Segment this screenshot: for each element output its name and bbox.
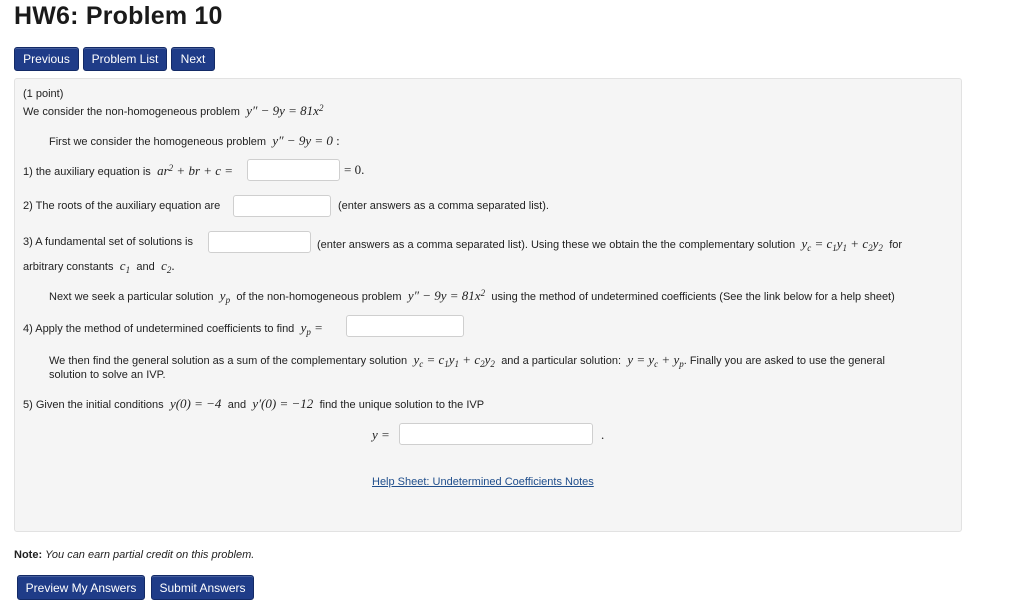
q2-label: 2) The roots of the auxiliary equation are (23, 200, 221, 212)
yp-input[interactable] (346, 315, 464, 337)
homogeneous-intro-text: First we consider the homogeneous problem (49, 136, 267, 148)
c2-math: $c_2$ (157, 258, 172, 275)
homogeneous-ode-math: y″ − 9y = 0 (269, 133, 333, 148)
q3-for-text: for (889, 239, 903, 251)
note-label: Note: (14, 549, 43, 561)
particular-mid-text: of the non-homogeneous problem (236, 291, 402, 303)
general-intro (49, 352, 885, 368)
roots-input[interactable] (233, 195, 331, 217)
problem-intro (23, 103, 323, 119)
aux-equation-input[interactable] (247, 159, 340, 181)
q1-text: 1) the auxiliary equation is (23, 166, 151, 178)
q5-and-text: and (227, 399, 247, 411)
yp-math: $y_p$ (216, 288, 231, 305)
general-solution-math: $y = y_c + y_p$ (624, 352, 684, 369)
complementary-math: $y_c = c_1y_1 + c_2y_2$ (798, 236, 883, 253)
particular-intro-text: Next we seek a particular solution (49, 291, 214, 303)
q3-label: 3) A fundamental set of solutions is (23, 236, 193, 248)
next-button[interactable]: Next (171, 47, 215, 71)
q3-line2: arbitrary constants $c_1$ and $c_2$. (23, 258, 175, 275)
particular-end-text: using the method of undetermined coefficients (See the link below for a help sheet) (491, 291, 895, 303)
general-end-text: . Finally you are asked to use the general (683, 355, 885, 367)
partial-credit-note (14, 549, 254, 561)
c1-math: $c_1$ (116, 258, 131, 275)
q3-and-text: and (136, 261, 155, 273)
q3-hint-text: (enter answers as a comma separated list). Using these we obtain the the complementary solution (317, 239, 796, 251)
general-intro-text: We then find the general solution as a sum of the complementary solution (49, 355, 408, 367)
yc-math: $y_c = c_1y_1 + c_2y_2$ (410, 352, 495, 369)
q5-label (23, 396, 484, 412)
q5-text: 5) Given the initial conditions (23, 399, 164, 411)
final-dot: . (601, 427, 605, 442)
y-equals-label: y = (372, 427, 390, 442)
note-text: You can earn partial credit on this problem. (45, 549, 255, 561)
q4-text: 4) Apply the method of undetermined coefficients to find (23, 323, 295, 335)
q5-end-text: find the unique solution to the IVP (319, 399, 485, 411)
problem-intro-text: We consider the non-homogeneous problem (23, 106, 240, 118)
general-mid-text: and a particular solution: (501, 355, 622, 367)
problem-list-button[interactable]: Problem List (83, 47, 167, 71)
page-title: HW6: Problem 10 (14, 2, 223, 30)
q1-label (23, 163, 233, 179)
q1-after: = 0. (344, 162, 365, 177)
help-sheet-link[interactable]: Help Sheet: Undetermined Coefficients Notes (372, 476, 594, 488)
homogeneous-intro: First we consider the homogeneous problem y″ − 9y = 0 : (49, 133, 340, 148)
nonhomog-ode-math: $y'' - 9y = 81x^2$ (404, 288, 486, 303)
initial-yprime-math: y′(0) = −12 (249, 396, 317, 411)
yp-eq-math: $y_p$ = (297, 320, 323, 337)
q3-hint (317, 236, 902, 252)
q3-line2-text: arbitrary constants (23, 261, 114, 273)
general-line2: solution to solve an IVP. (49, 369, 166, 381)
particular-intro (49, 288, 895, 304)
problem-panel (14, 78, 962, 532)
submit-answers-button[interactable]: Submit Answers (151, 575, 254, 600)
y-solution-input[interactable] (399, 423, 593, 445)
previous-button[interactable]: Previous (14, 47, 79, 71)
q2-hint: (enter answers as a comma separated list). (338, 200, 549, 212)
fundamental-set-input[interactable] (208, 231, 311, 253)
q4-label (23, 320, 323, 336)
ode-math: $y'' - 9y = 81x^2$ (242, 103, 324, 118)
aux-eq-math: $ar^2$ + br + c = (153, 163, 234, 178)
initial-y-math: y(0) = −4 (166, 396, 225, 411)
point-value: (1 point) (23, 88, 64, 100)
preview-answers-button[interactable]: Preview My Answers (17, 575, 145, 600)
